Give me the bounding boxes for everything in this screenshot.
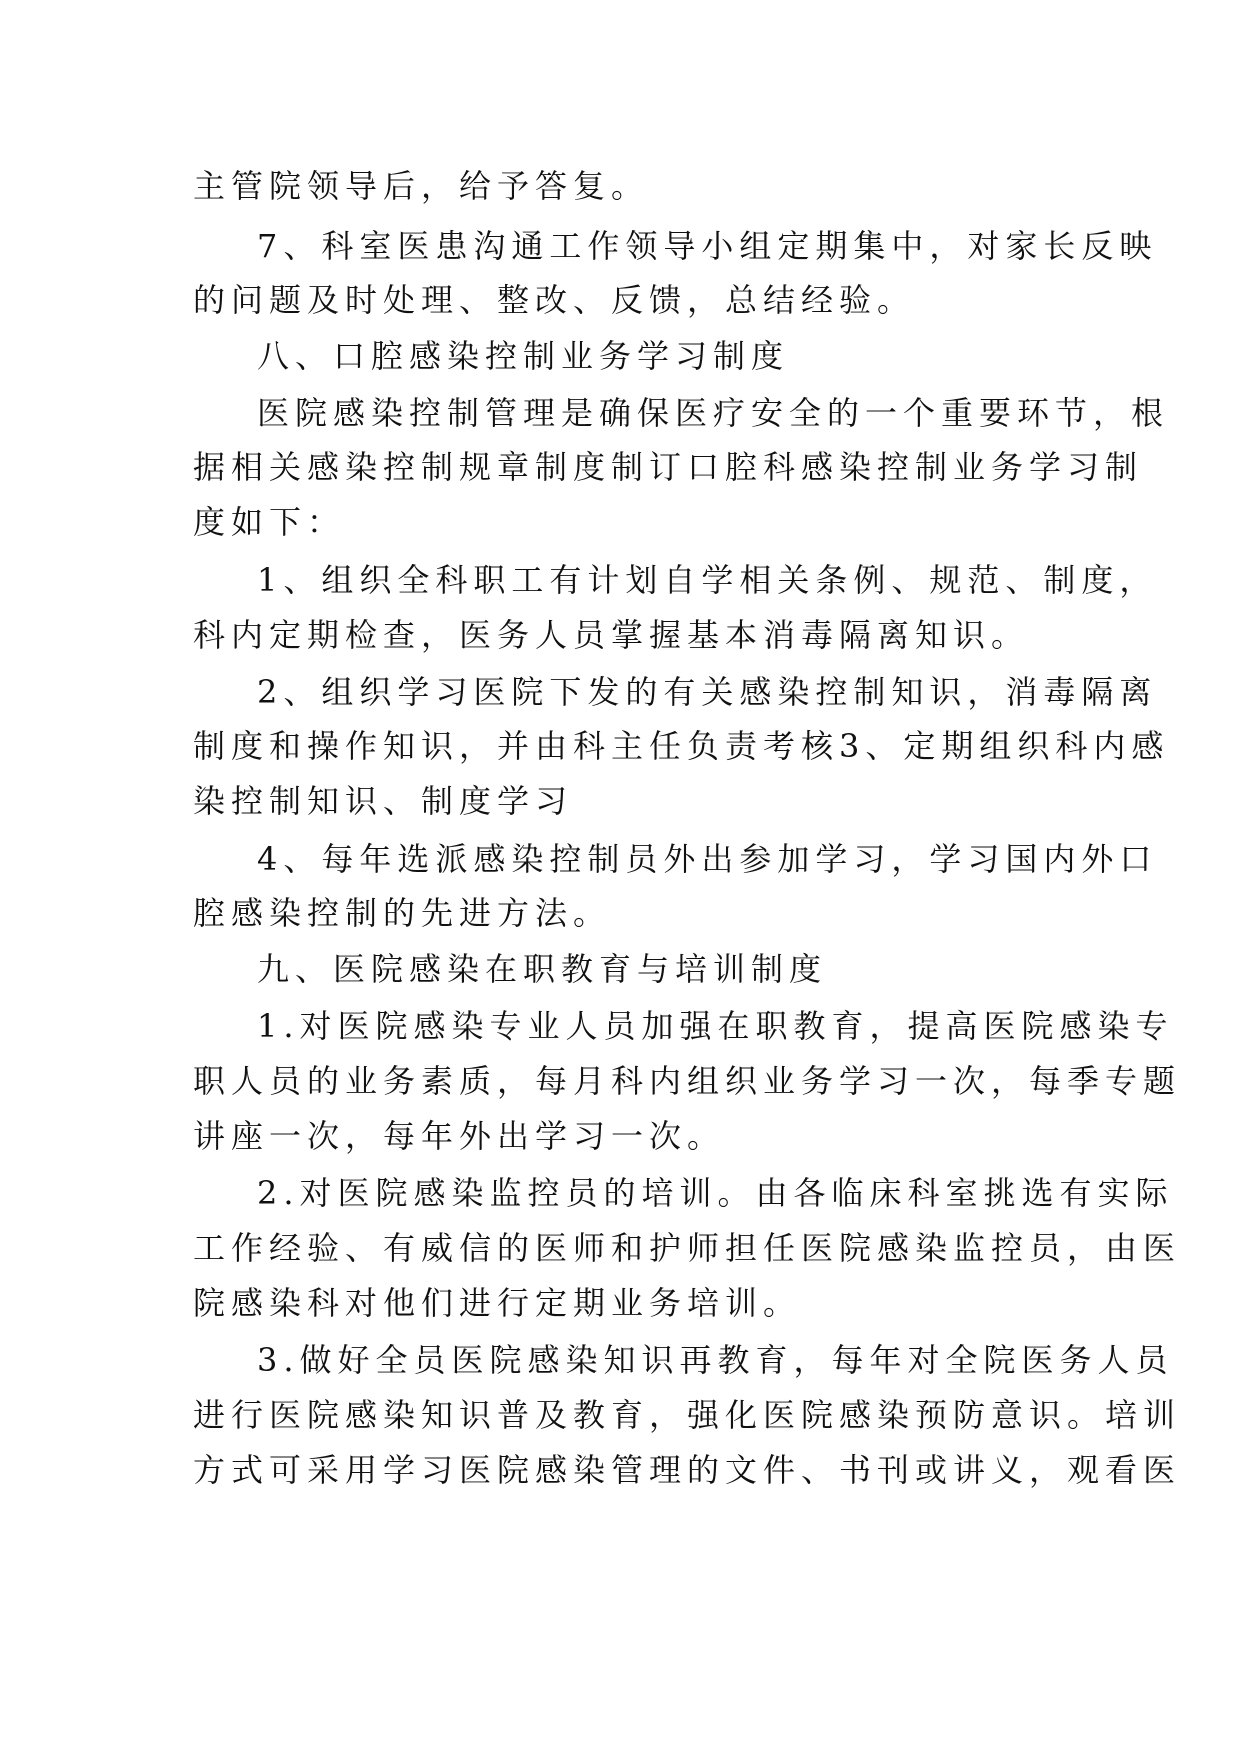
text-line: 据相关感染控制规章制度制订口腔科感染控制业务学习制 [193, 448, 1144, 486]
text-line: 制度和操作知识，并由科主任负责考核3、定期组织科内感 [193, 727, 1170, 765]
text-line: 7、科室医患沟通工作领导小组定期集中，对家长反映 [257, 227, 1158, 265]
text-line: 腔感染控制的先进方法。 [193, 894, 612, 932]
text-line: 医院感染控制管理是确保医疗安全的一个重要环节，根 [257, 394, 1170, 432]
text-line: 院感染科对他们进行定期业务培训。 [193, 1284, 802, 1322]
section-heading: 八、口腔感染控制业务学习制度 [257, 337, 790, 375]
text-line: 染控制知识、制度学习 [193, 782, 574, 820]
text-line: 主管院领导后，给予答复。 [193, 167, 650, 205]
text-line: 进行医院感染知识普及教育，强化医院感染预防意识。培训 [193, 1396, 1182, 1434]
text-line: 1、组织全科职工有计划自学相关条例、规范、制度， [257, 561, 1158, 599]
text-line: 的问题及时处理、整改、反馈，总结经验。 [193, 281, 916, 319]
text-line: 4、每年选派感染控制员外出参加学习，学习国内外口 [257, 840, 1158, 878]
text-line: 2、组织学习医院下发的有关感染控制知识，消毒隔离 [257, 673, 1158, 711]
text-line: 2.对医院感染监控员的培训。由各临床科室挑选有实际 [257, 1174, 1174, 1212]
text-line: 讲座一次，每年外出学习一次。 [193, 1117, 726, 1155]
text-line: 方式可采用学习医院感染管理的文件、书刊或讲义，观看医 [193, 1451, 1182, 1489]
text-line: 科内定期检查，医务人员掌握基本消毒隔离知识。 [193, 616, 1030, 654]
text-line: 工作经验、有威信的医师和护师担任医院感染监控员，由医 [193, 1229, 1182, 1267]
text-line: 3.做好全员医院感染知识再教育，每年对全院医务人员 [257, 1341, 1174, 1379]
text-line: 度如下： [193, 503, 346, 541]
text-line: 职人员的业务素质，每月科内组织业务学习一次，每季专题 [193, 1062, 1182, 1100]
section-heading: 九、医院感染在职教育与培训制度 [257, 950, 828, 988]
text-line: 1.对医院感染专业人员加强在职教育，提高医院感染专 [257, 1007, 1174, 1045]
